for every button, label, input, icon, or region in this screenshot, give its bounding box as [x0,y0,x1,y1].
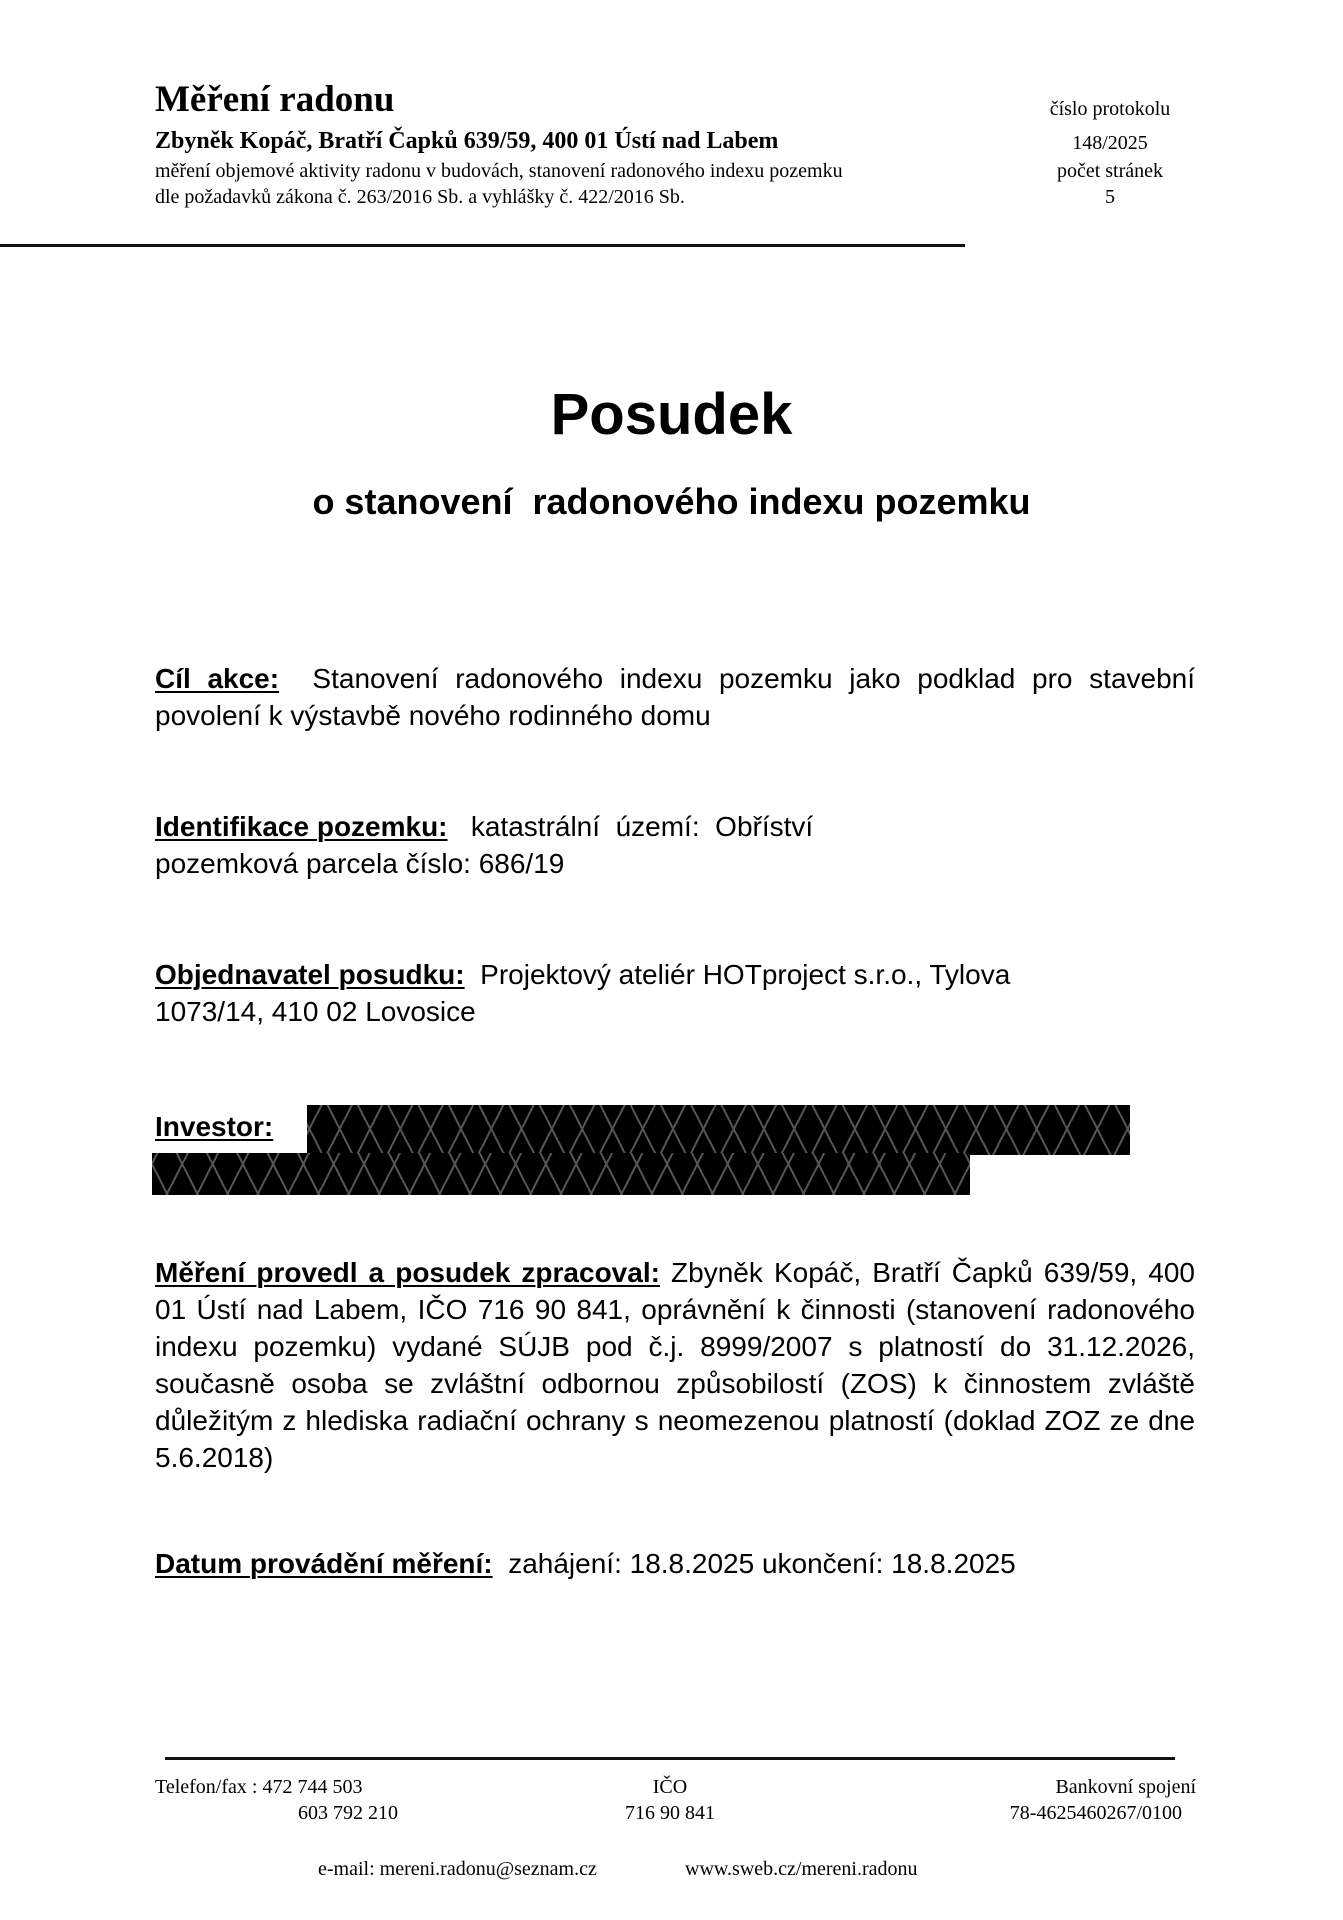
orderer-label: Objednavatel posudku: [155,959,465,990]
protocol-number-value: 148/2025 [1072,132,1148,154]
protocol-number-label: číslo protokolu [1049,98,1171,120]
section-goal [155,660,1195,734]
goal-label: Cíl akce: [155,663,280,694]
redacted-investor-block [152,1153,970,1195]
footer-email-link[interactable]: e-mail: mereni.radonu@seznam.cz [318,1858,597,1880]
section-measurement-date [155,1545,1195,1582]
footer-phone: Telefon/fax : 472 744 503 [155,1776,363,1798]
footer-website-link[interactable]: www.sweb.cz/mereni.radonu [685,1858,918,1880]
company-description-line-1: měření objemové aktivity radonu v budovách, stanovení radonového indexu pozemku [155,160,843,182]
header-divider [0,244,965,247]
identification-label: Identifikace pozemku: [155,811,448,842]
document-subtitle: o stanovení radonového indexu pozemku [312,481,1031,522]
section-performed-by [155,1254,1195,1476]
measurement-date-label: Datum provádění měření: [155,1548,493,1579]
section-land-identification [155,808,1195,882]
footer-divider [165,1757,1175,1760]
performed-by-label: Měření provedl a posudek zpracoval: [155,1257,660,1288]
document-title: Posudek [550,382,793,447]
footer-bank-account: 78-4625460267/0100 [1009,1802,1182,1824]
footer-phone-secondary: 603 792 210 [298,1802,398,1824]
page-count-value: 5 [1105,186,1115,208]
footer-ico-label: IČO [652,1776,688,1798]
company-address: Zbyněk Kopáč, Bratří Čapků 639/59, 400 01 Ústí nad Labem [155,128,779,154]
footer-ico-value: 716 90 841 [625,1802,715,1824]
page-count-label: počet stránek [1056,160,1164,182]
company-description-line-2: dle požadavků zákona č. 263/2016 Sb. a vyhlášky č. 422/2016 Sb. [155,186,685,208]
orderer-text: Projektový ateliér HOTproject s.r.o., Tylova 1073/14, 410 02 Lovosice [155,959,1011,1027]
parcel-number: pozemková parcela číslo: 686/19 [155,848,565,879]
section-orderer [155,956,1115,1030]
cadastral-territory: katastrální území: Obříství [470,811,814,842]
investor-label: Investor: [155,1111,274,1142]
footer-bank-label: Bankovní spojení [1055,1776,1196,1798]
performed-by-text: Zbyněk Kopáč, Bratří Čapků 639/59, 400 01 Ústí nad Labem, IČO 716 90 841, oprávnění k činnosti (stanovení radonového indexu pozemku) vydané SÚJB pod č.j. 8999/2007 s platností do 31.12.2026, současně osoba se zvláštní odbornou způsobilostí (ZOS) k činnostem zvláště důležitým z hlediska radiační ochrany s neomezenou platností (doklad ZOZ ze dne 5.6.2018) [155,1257,1195,1473]
redacted-investor-block [307,1105,1130,1155]
goal-text: Stanovení radonového indexu pozemku jako podklad pro stavební povolení k výstavbě nového rodinného domu [155,663,1196,731]
measurement-date-text: zahájení: 18.8.2025 ukončení: 18.8.2025 [508,1548,1016,1579]
company-title: Měření radonu [155,79,395,120]
